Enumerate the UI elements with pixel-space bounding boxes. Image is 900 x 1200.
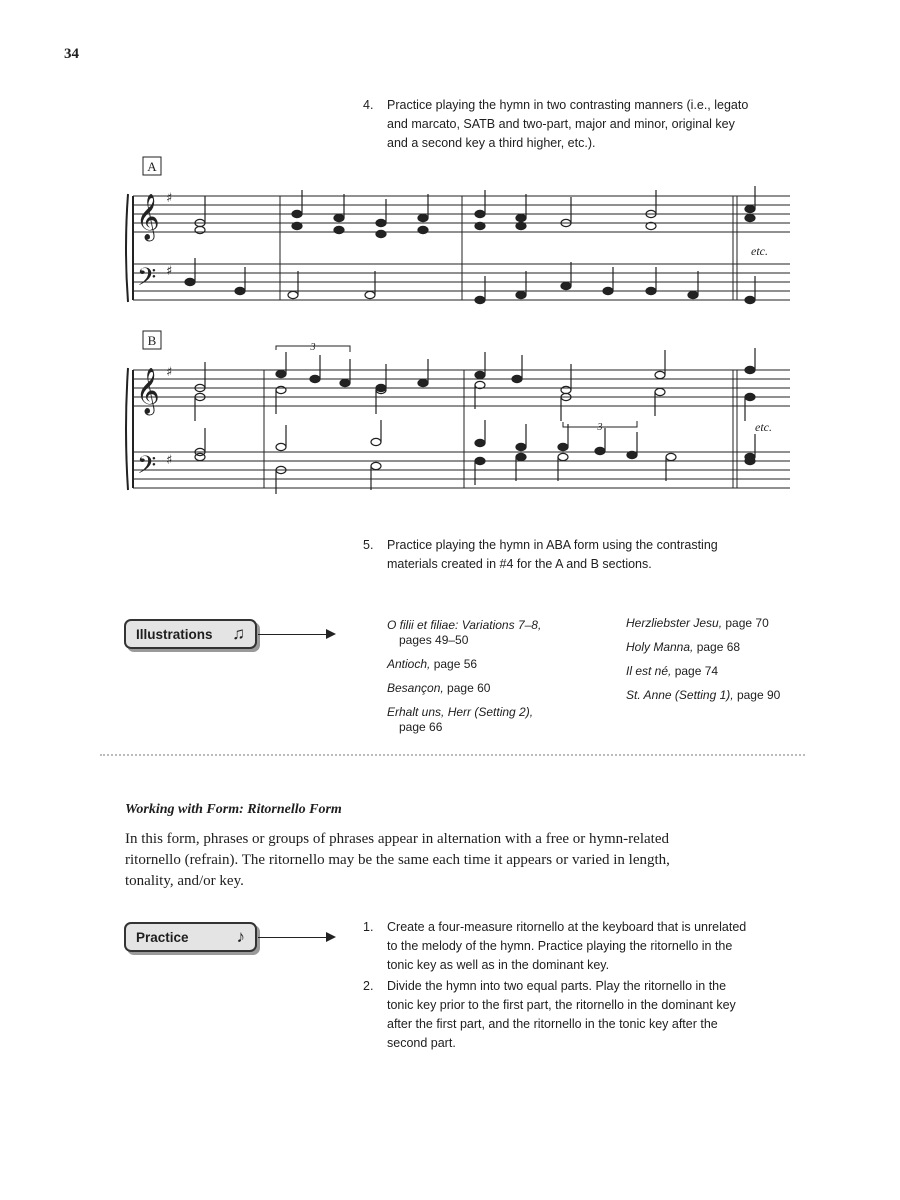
- etc-label: etc.: [755, 420, 772, 434]
- illustration-item: Besançon, page 60: [387, 681, 491, 695]
- step-line: Practice playing the hymn in ABA form using the contrasting: [387, 538, 718, 552]
- etc-label: etc.: [751, 244, 768, 258]
- arrow: [258, 937, 326, 938]
- system-b-treble-staff: [133, 370, 790, 406]
- illustrations-label: Illustrations: [136, 626, 213, 642]
- illustrations-label-box: [124, 619, 257, 649]
- illustration-item: Herzliebster Jesu, page 70: [626, 616, 769, 630]
- step-5: [363, 536, 803, 576]
- eighth-note-icon: ♪: [236, 927, 245, 946]
- step-line: Divide the hymn into two equal parts. Play the ritornello in the: [387, 979, 727, 993]
- step-number: 4.: [363, 98, 374, 112]
- practice-step-1: [363, 918, 803, 976]
- step-line: materials created in #4 for the A and B sections.: [387, 557, 652, 571]
- illustrations-column-1: [387, 618, 607, 744]
- sharp-key-signature: ♯: [166, 264, 173, 279]
- step-line: and a second key a third higher, etc.).: [387, 136, 596, 150]
- illustration-item: Holy Manna, page 68: [626, 640, 741, 654]
- section-heading: Working with Form: Ritornello Form: [125, 802, 342, 817]
- practice-label-box: [124, 922, 257, 952]
- step-number: 2.: [363, 979, 374, 993]
- illustration-item: St. Anne (Setting 1), page 90: [626, 688, 781, 702]
- beamed-notes-icon: ♫: [232, 624, 245, 643]
- illustrations-column-2: [626, 616, 826, 712]
- step-line: after the first part, and the ritornello in the tonic key after the: [387, 1017, 718, 1031]
- treble-clef-icon: 𝄞: [136, 368, 160, 414]
- arrow-head-icon: [326, 932, 336, 942]
- system-b-label: B: [147, 333, 157, 348]
- step-line: and marcato, SATB and two-part, major and minor, original key: [387, 117, 735, 131]
- step-4: [363, 96, 803, 154]
- arrow: [258, 634, 326, 635]
- triplet-mark: 3: [597, 422, 603, 433]
- bass-clef-icon: 𝄢: [137, 451, 157, 486]
- step-line: tonic key as well as in the dominant key.: [387, 958, 610, 972]
- illustration-item: Erhalt uns, Herr (Setting 2), page 66: [387, 705, 534, 734]
- sharp-key-signature: ♯: [166, 365, 173, 380]
- treble-clef-icon: 𝄞: [136, 194, 160, 240]
- section-body: [125, 829, 765, 892]
- practice-label: Practice: [136, 929, 189, 945]
- step-line: second part.: [387, 1036, 456, 1050]
- system-b-bass-staff: [133, 452, 790, 488]
- bass-clef-icon: 𝄢: [137, 263, 157, 298]
- section-divider: [100, 754, 805, 756]
- step-line: Practice playing the hymn in two contrasting manners (i.e., legato: [387, 98, 749, 112]
- system-a-notes: [185, 186, 755, 304]
- step-line: tonic key prior to the first part, the ritornello in the dominant key: [387, 998, 736, 1012]
- sharp-key-signature: ♯: [166, 191, 173, 206]
- illustration-item: O filii et filiae: Variations 7–8, pages 49–50: [387, 618, 542, 647]
- system-a-label: A: [147, 159, 157, 174]
- practice-step-2: [363, 977, 803, 1055]
- illustration-item: Antioch, page 56: [387, 657, 478, 671]
- step-number: 1.: [363, 920, 374, 934]
- body-line: In this form, phrases or groups of phrases appear in alternation with a free or hymn-related: [125, 831, 669, 847]
- body-line: tonality, and/or key.: [125, 873, 244, 889]
- arrow-head-icon: [326, 629, 336, 639]
- step-line: to the melody of the hymn. Practice playing the ritornello in the: [387, 939, 733, 953]
- illustration-item: Il est né, page 74: [626, 664, 719, 678]
- music-score: [0, 150, 900, 500]
- step-line: Create a four-measure ritornello at the keyboard that is unrelated: [387, 920, 747, 934]
- step-number: 5.: [363, 538, 374, 552]
- triplet-mark: 3: [310, 342, 316, 353]
- sharp-key-signature: ♯: [166, 453, 173, 468]
- page-number: 34: [64, 46, 79, 62]
- body-line: ritornello (refrain). The ritornello may be the same each time it appears or varied in length,: [125, 852, 670, 868]
